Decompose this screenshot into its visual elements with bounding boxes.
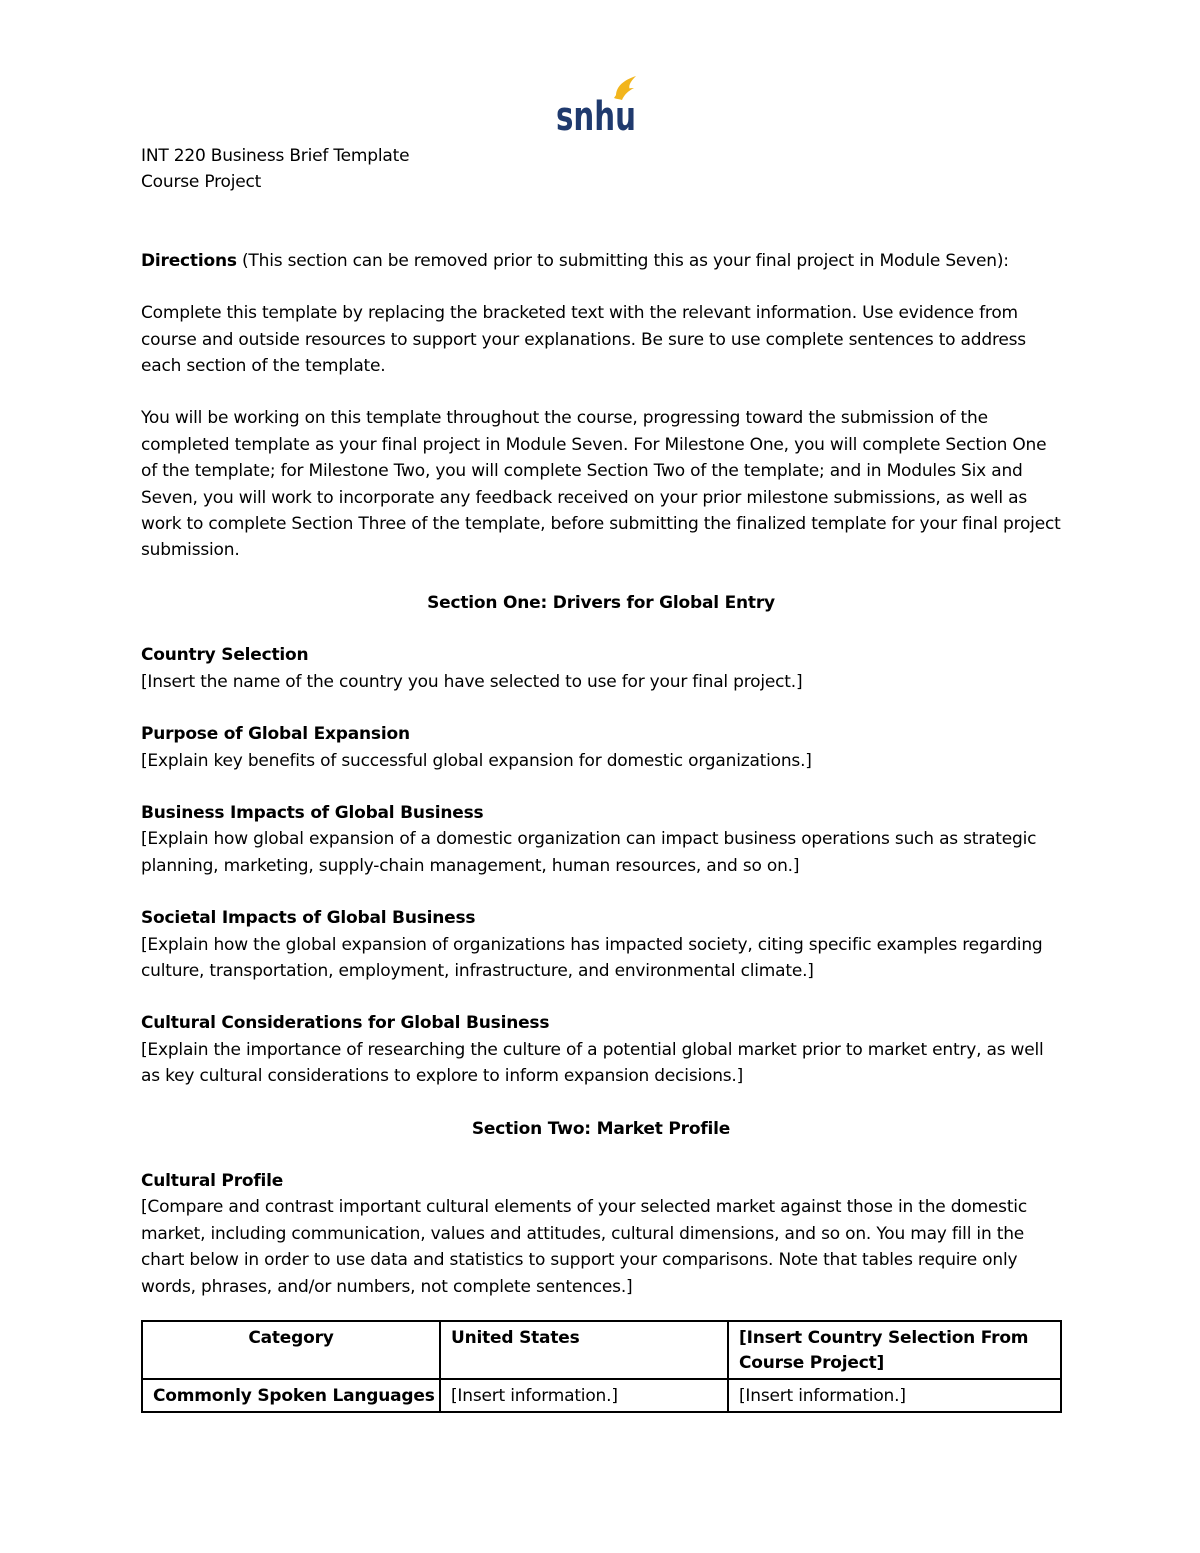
cultural-profile-heading: Cultural Profile [141, 1170, 284, 1191]
document-subtitle: Course Project [141, 172, 262, 193]
svg-text:snhu: snhu [556, 94, 636, 140]
cultural-considerations-body: [Explain the importance of researching the culture of a potential global market prior to market entry, as well as key cultural considerations to explore to inform expansion decisions.] [141, 1039, 1044, 1087]
table-cell: [Insert information.] [728, 1379, 1061, 1412]
purpose-body: [Explain key benefits of successful global expansion for domestic organizations.] [141, 750, 812, 771]
flame-leaf-icon [556, 74, 640, 140]
societal-impacts-heading: Societal Impacts of Global Business [141, 908, 476, 929]
table-cell: [Insert information.] [440, 1379, 728, 1412]
table-header-cell: Category [142, 1321, 440, 1379]
cultural-profile-table [141, 1320, 1062, 1413]
table-header-row [142, 1321, 1061, 1379]
table-header-cell: [Insert Country Selection From Course Project] [728, 1321, 1061, 1379]
snhu-logo [556, 74, 640, 140]
table-header-cell: United States [440, 1321, 728, 1379]
directions-label: Directions [141, 250, 237, 271]
directions-paragraph-1: Complete this template by replacing the bracketed text with the relevant information. Use evidence from course and outside resources to support your explanations. Be sure to use complete sentences to address each section of the template. [141, 303, 1026, 377]
section-two-heading: Section Two: Market Profile [471, 1118, 731, 1139]
cultural-profile-body: [Compare and contrast important cultural elements of your selected market against those in the domestic market, including communication, values and attitudes, cultural dimensions, and so on. You may fill in the chart below in order to use data and statistics to support your comparisons. Note that tables require only words, phrases, and/or numbers, not complete sentences.] [141, 1197, 1027, 1297]
country-selection-heading: Country Selection [141, 645, 309, 666]
country-selection-body: [Insert the name of the country you have selected to use for your final project.] [141, 671, 803, 692]
business-impacts-heading: Business Impacts of Global Business [141, 802, 484, 823]
directions-line [141, 248, 1061, 274]
directions-label-suffix: (This section can be removed prior to submitting this as your final project in Module Seven): [236, 250, 1009, 271]
table-row [142, 1379, 1061, 1412]
purpose-heading: Purpose of Global Expansion [141, 724, 410, 745]
societal-impacts-body: [Explain how the global expansion of organizations has impacted society, citing specific examples regarding culture, transportation, employment, infrastructure, and environmental climate.] [141, 934, 1043, 981]
cultural-considerations-heading: Cultural Considerations for Global Business [141, 1013, 550, 1034]
document-title: INT 220 Business Brief Template [141, 146, 410, 166]
document-body [141, 143, 1061, 1300]
section-one-heading: Section One: Drivers for Global Entry [427, 592, 775, 613]
business-impacts-body: [Explain how global expansion of a domestic organization can impact business operations such as strategic planning, marketing, supply-chain management, human resources, and so on.] [141, 829, 1037, 876]
directions-paragraph-2: You will be working on this template throughout the course, progressing toward the submission of the completed template as your final project in Module Seven. For Milestone One, you will complete Section One of the template; for Milestone Two, you will complete Section Two of the template; and in Modules Six and Seven, you will work to incorporate any feedback received on your prior milestone submissions, as well as work to complete Section Three of the template, before submitting the finalized template for your final project submission. [141, 408, 1061, 561]
table-cell: Commonly Spoken Languages [142, 1379, 440, 1412]
